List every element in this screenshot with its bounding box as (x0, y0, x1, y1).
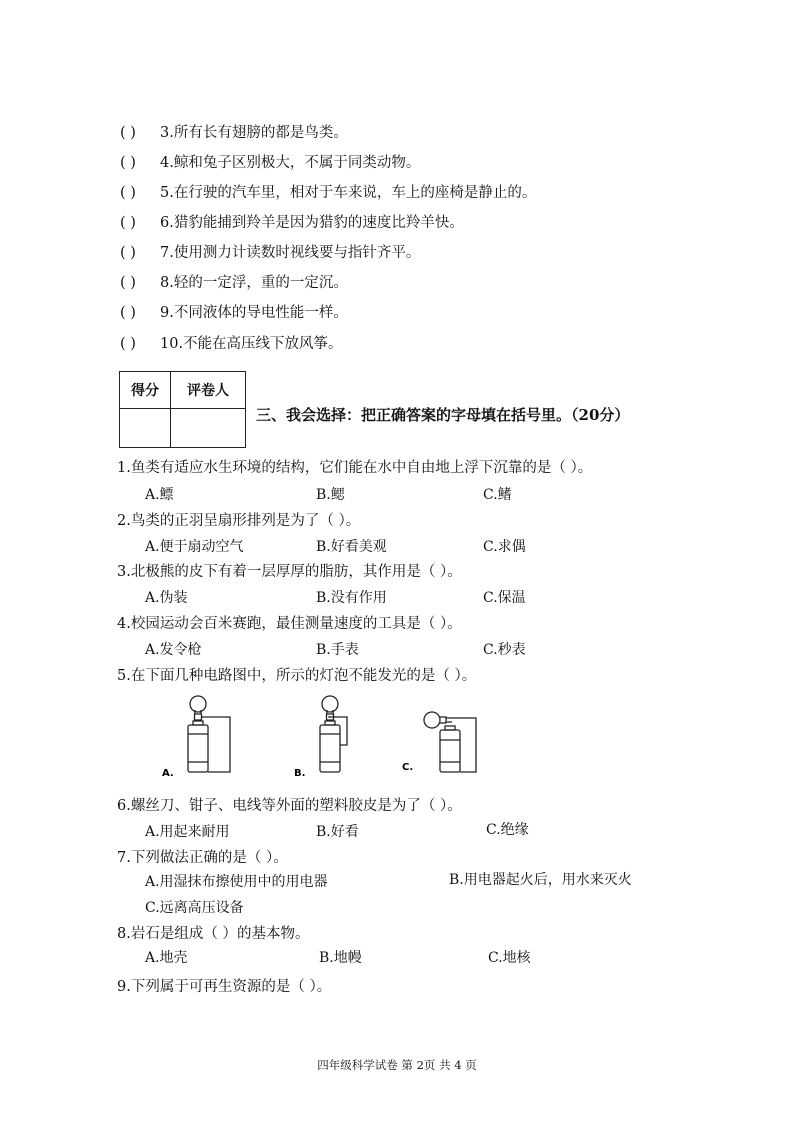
option-c-label[interactable]: C. (402, 762, 414, 773)
question-stem: 6.螺丝刀、钳子、电线等外面的塑料胶皮是为了（ ）。 (117, 798, 462, 814)
circuit-diagram-b (292, 690, 372, 780)
option-a[interactable]: A.伪装 (145, 590, 188, 606)
grader-header: 评卷人 (171, 372, 246, 409)
grader-cell[interactable] (171, 409, 246, 448)
tf-text: 3.所有长有翅膀的都是鸟类。 (160, 125, 348, 141)
tf-text: 4.鲸和兔子区别极大，不属于同类动物。 (160, 155, 421, 171)
option-c[interactable]: C.绝缘 (486, 822, 529, 838)
option-b[interactable]: B.没有作用 (316, 590, 387, 606)
tf-item (120, 151, 420, 172)
tf-item (120, 271, 348, 292)
option-b[interactable]: B.好看 (316, 824, 359, 840)
question-stem: 2.鸟类的正羽呈扇形排列是为了（ ）。 (117, 513, 361, 529)
tf-item (120, 121, 348, 142)
tf-item (120, 181, 536, 202)
circuit-diagram-a (160, 690, 240, 780)
question-stem: 9.下列属于可再生资源的是（ ）。 (117, 979, 332, 995)
option-b[interactable]: B.地幔 (319, 950, 362, 966)
tf-text: 6.猎豹能捕到羚羊是因为猎豹的速度比羚羊快。 (160, 215, 464, 231)
tf-text: 7.使用测力计读数时视线要与指针齐平。 (160, 245, 421, 261)
answer-blank[interactable]: ( ) (120, 125, 136, 141)
question-stem: 5.在下面几种电路图中，所示的灯泡不能发光的是（ ）。 (117, 668, 477, 684)
section-title: 三、我会选择：把正确答案的字母填在括号里。（20分） (256, 406, 630, 424)
page-footer: 四年级科学试卷 第 2页 共 4 页 (317, 1058, 477, 1072)
score-table (119, 371, 246, 448)
option-a[interactable]: A.用湿抹布擦使用中的用电器 (145, 874, 328, 890)
tf-text: 5.在行驶的汽车里，相对于车来说，车上的座椅是静止的。 (160, 185, 537, 201)
question-stem: 4.校园运动会百米赛跑，最佳测量速度的工具是（ ）。 (117, 616, 462, 632)
answer-blank[interactable]: ( ) (120, 155, 136, 171)
option-c[interactable]: C.保温 (483, 590, 526, 606)
answer-blank[interactable]: ( ) (120, 185, 136, 201)
question-stem: 8.岩石是组成（ ）的基本物。 (117, 926, 310, 942)
tf-item (120, 332, 343, 353)
option-b[interactable]: B.用电器起火后，用水来灭火 (449, 872, 632, 888)
answer-blank[interactable]: ( ) (120, 245, 136, 261)
option-b[interactable]: B.手表 (316, 642, 359, 658)
option-c[interactable]: C.秒表 (483, 642, 526, 658)
answer-blank[interactable]: ( ) (120, 336, 136, 352)
tf-text: 10.不能在高压线下放风筝。 (160, 336, 343, 352)
tf-item (120, 301, 348, 322)
option-a-label[interactable]: A. (162, 768, 174, 779)
question-stem: 7.下列做法正确的是（ ）。 (117, 850, 288, 866)
option-b-label[interactable]: B. (294, 768, 306, 779)
option-a[interactable]: A.鳔 (145, 487, 174, 503)
option-a[interactable]: A.用起来耐用 (145, 824, 230, 840)
tf-item (120, 211, 464, 232)
circuit-diagram-c (400, 690, 490, 780)
question-stem: 3.北极熊的皮下有着一层厚厚的脂肪，其作用是（ ）。 (117, 564, 462, 580)
option-a[interactable]: A.便于扇动空气 (145, 539, 244, 555)
score-header: 得分 (120, 372, 171, 409)
option-c[interactable]: C.求偶 (483, 539, 526, 555)
option-c[interactable]: C.鳍 (483, 487, 512, 503)
tf-text: 8.轻的一定浮，重的一定沉。 (160, 275, 348, 291)
tf-text: 9.不同液体的导电性能一样。 (160, 305, 348, 321)
answer-blank[interactable]: ( ) (120, 305, 136, 321)
option-a[interactable]: A.发令枪 (145, 642, 202, 658)
score-cell[interactable] (120, 409, 171, 448)
option-b[interactable]: B.鳃 (316, 487, 345, 503)
option-c[interactable]: C.地核 (488, 950, 531, 966)
option-b[interactable]: B.好看美观 (316, 539, 387, 555)
option-a[interactable]: A.地壳 (145, 950, 188, 966)
question-stem: 1.鱼类有适应水生环境的结构，它们能在水中自由地上浮下沉靠的是（ ）。 (117, 460, 593, 476)
tf-item (120, 241, 420, 262)
answer-blank[interactable]: ( ) (120, 215, 136, 231)
answer-blank[interactable]: ( ) (120, 275, 136, 291)
option-c[interactable]: C.远离高压设备 (145, 900, 244, 916)
